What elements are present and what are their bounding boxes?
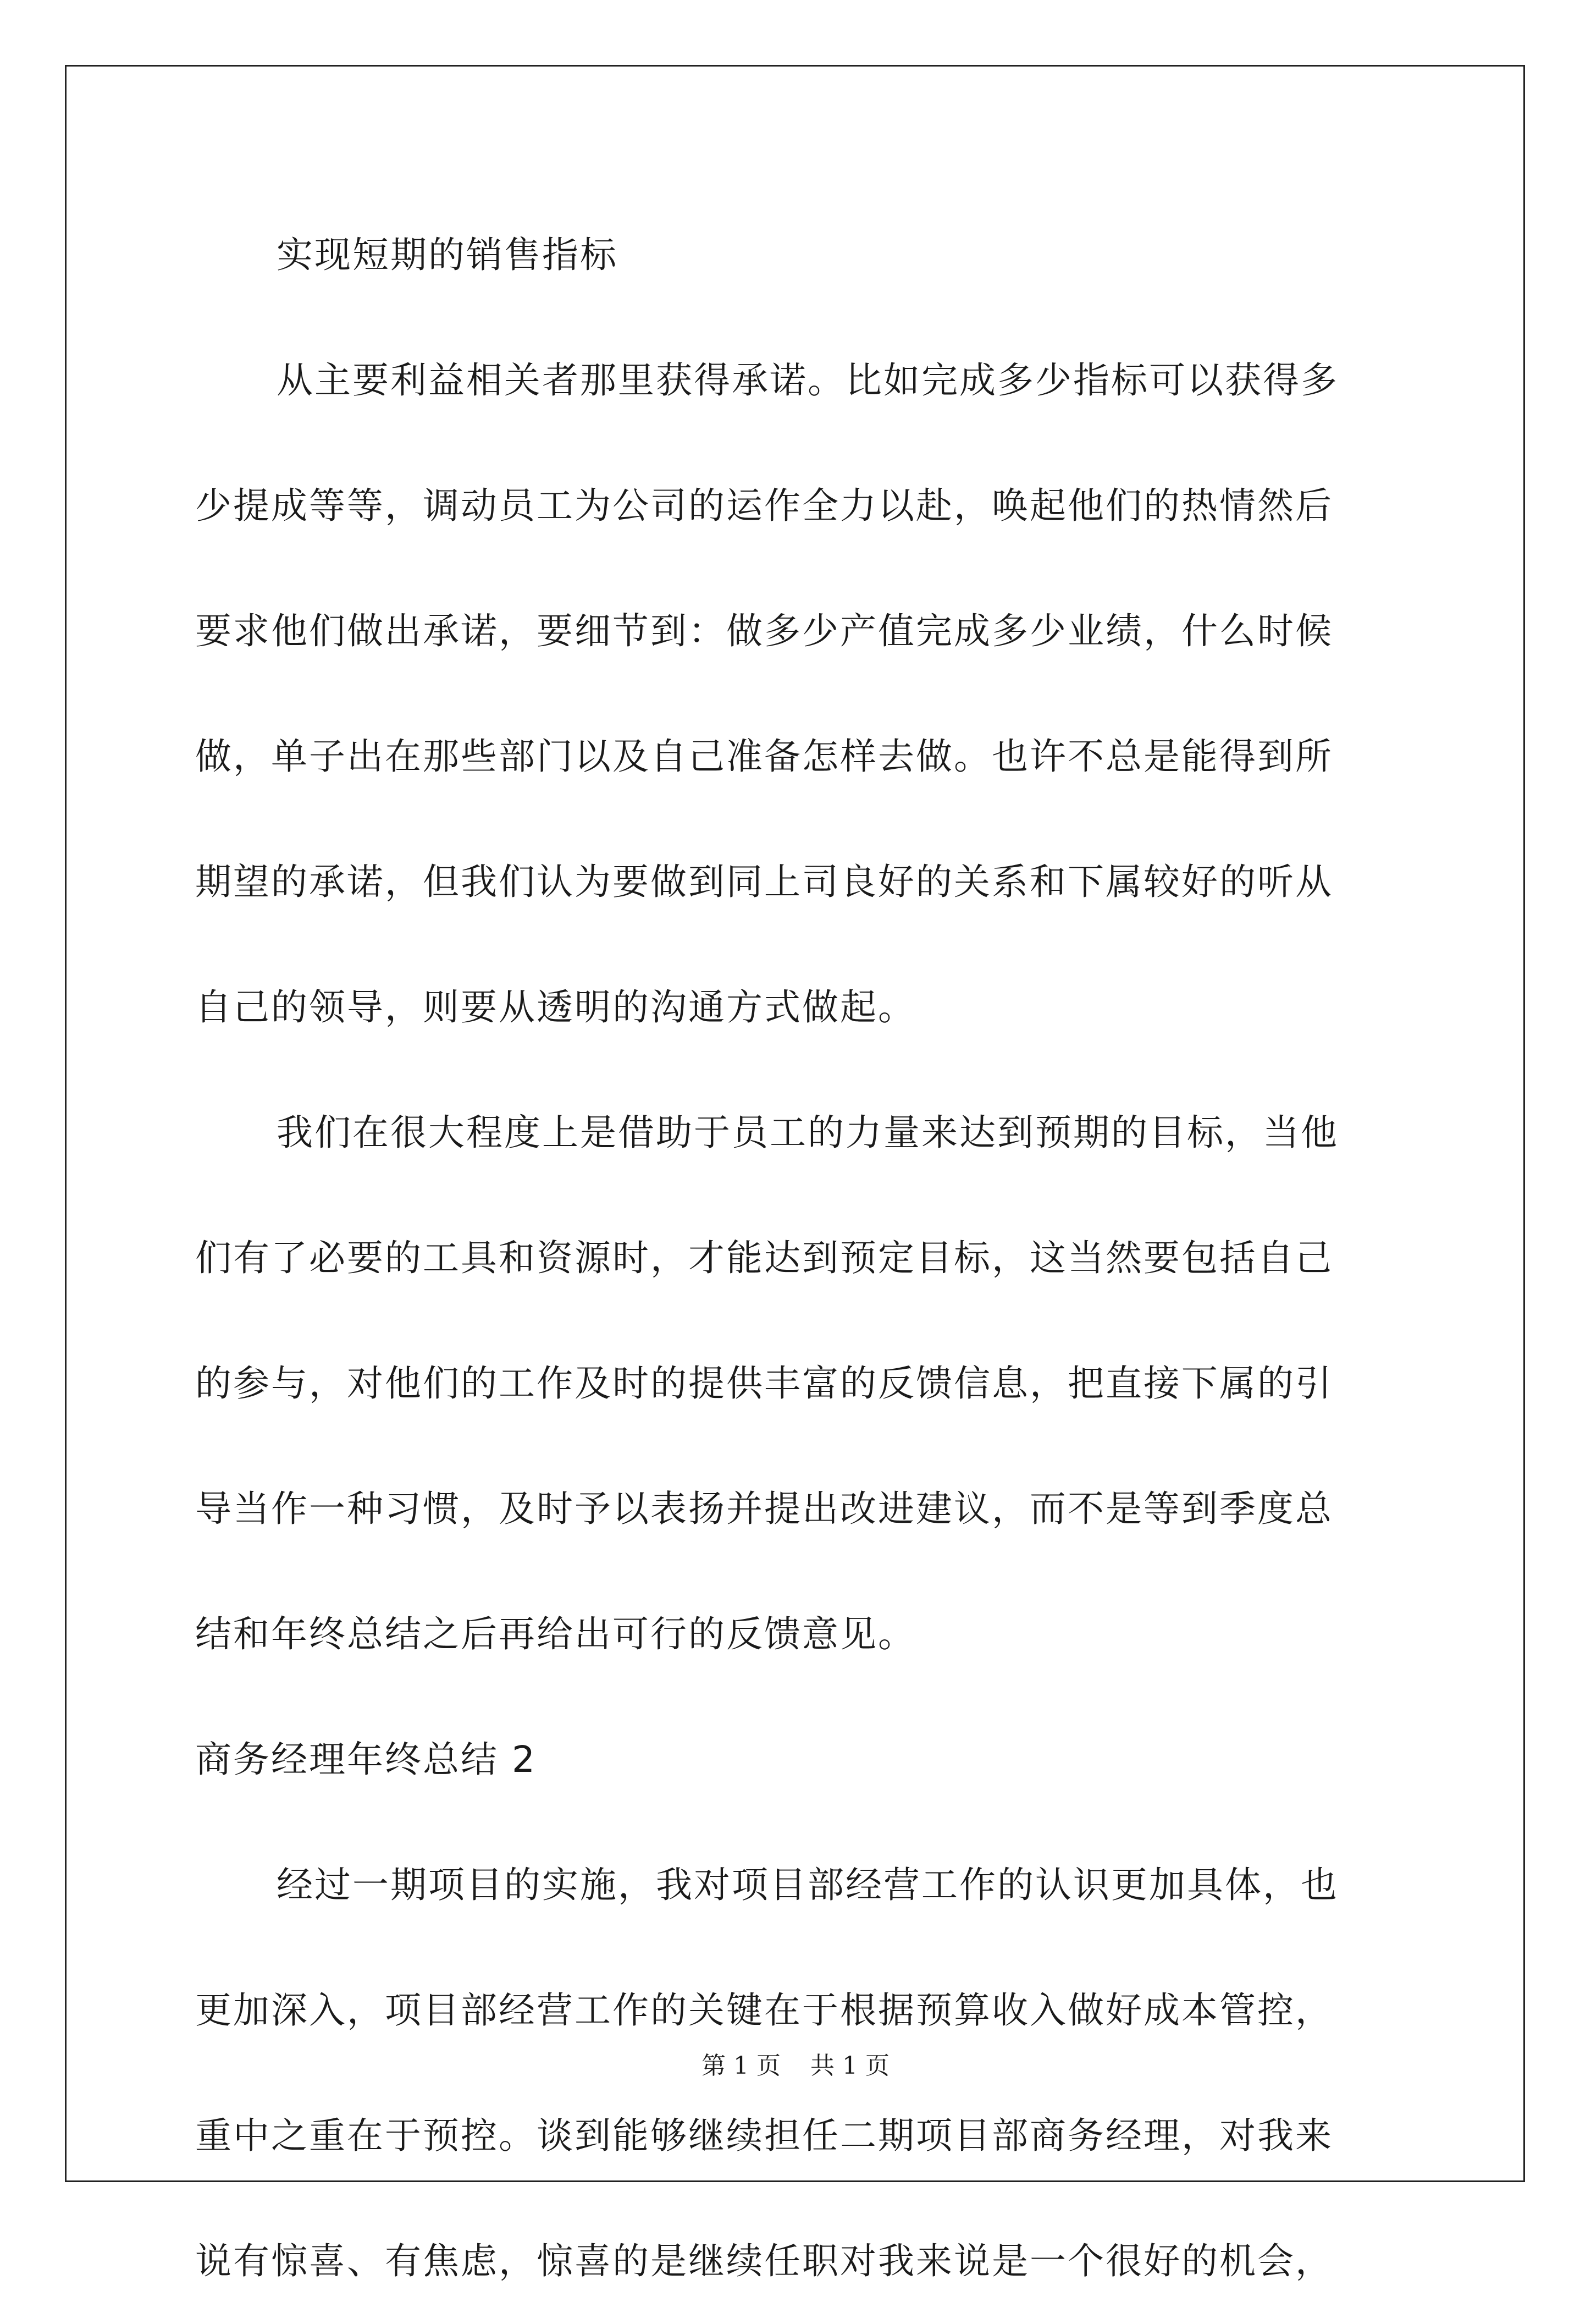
section-heading: 商务经理年终总结 2 [195,1738,537,1781]
paragraph-line: 的参与，对他们的工作及时的提供丰富的反馈信息，把直接下属的引 [195,1362,1333,1405]
paragraph-line: 做，单子出在那些部门以及自己准备怎样去做。也许不总是能得到所 [195,735,1333,778]
paragraph-line: 自己的领导，则要从透明的沟通方式做起。 [195,986,916,1028]
paragraph-line: 导当作一种习惯，及时予以表扬并提出改进建议，而不是等到季度总 [195,1488,1333,1530]
paragraph-line: 期望的承诺，但我们认为要做到同上司良好的关系和下属较好的听从 [195,861,1333,903]
paragraph-line: 经过一期项目的实施，我对项目部经营工作的认识更加具体，也 [277,1864,1339,1906]
paragraph-line: 重中之重在于预控。谈到能够继续担任二期项目部商务经理，对我来 [195,2114,1333,2157]
paragraph-line: 实现短期的销售指标 [277,234,618,276]
paragraph-line: 少提成等等，调动员工为公司的运作全力以赴，唤起他们的热情然后 [195,484,1333,527]
paragraph-line: 从主要利益相关者那里获得承诺。比如完成多少指标可以获得多 [277,359,1339,401]
paragraph-line: 结和年终总结之后再给出可行的反馈意见。 [195,1613,916,1655]
paragraph-line: 我们在很大程度上是借助于员工的力量来达到预期的目标，当他 [277,1111,1339,1154]
paragraph-line: 要求他们做出承诺，要细节到：做多少产值完成多少业绩，什么时候 [195,610,1333,652]
paragraph-line: 说有惊喜、有焦虑，惊喜的是继续任职对我来说是一个很好的机会， [195,2240,1333,2282]
page-footer [0,2046,1591,2081]
paragraph-line: 们有了必要的工具和资源时，才能达到预定目标，这当然要包括自己 [195,1237,1333,1279]
page-total: 共 1 页 [810,2052,890,2080]
document-body [195,192,1394,2324]
page-number: 第 1 页 [701,2052,781,2080]
paragraph-line: 更加深入，项目部经营工作的关键在于根据预算收入做好成本管控， [195,1989,1333,2031]
